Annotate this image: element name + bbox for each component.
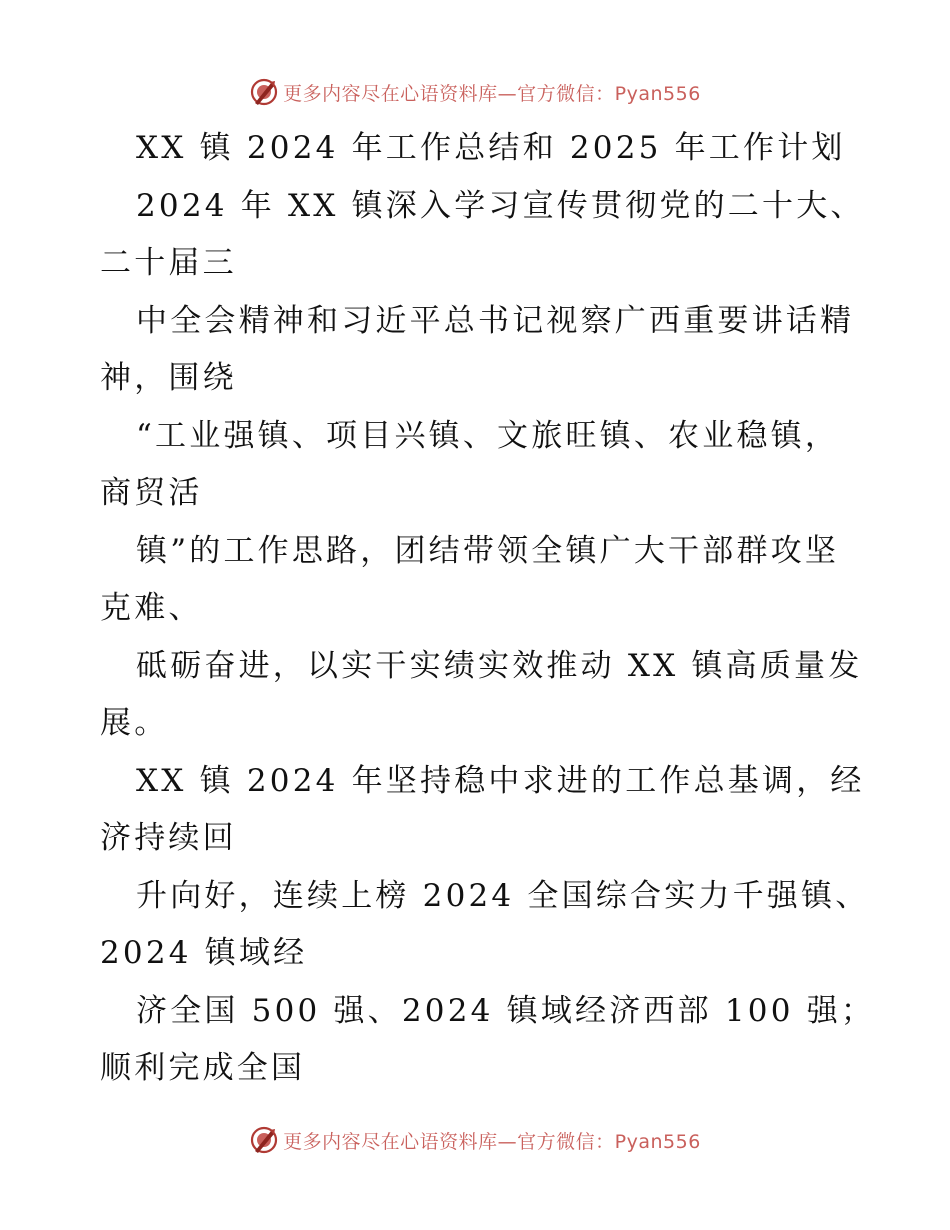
text-line: 升向好，连续上榜 2024 全国综合实力千强镇、: [136, 877, 870, 914]
text-line: 镇”的工作思路，团结带领全镇广大干部群攻坚: [136, 532, 840, 569]
text-line: 展。: [100, 705, 169, 741]
text-line: 2024 镇域经: [100, 935, 308, 971]
pen-logo-icon: [249, 1125, 279, 1155]
text-line: 神，围绕: [100, 360, 237, 396]
text-line: 二十届三: [100, 245, 237, 281]
footer-watermark: [0, 1120, 950, 1160]
text-line: 顺利完成全国: [100, 1050, 306, 1086]
watermark-text: 更多内容尽在心语资料库—官方微信：Pyan556: [283, 82, 701, 105]
text-line: 济持续回: [100, 820, 237, 856]
text-line: “工业强镇、项目兴镇、文旅旺镇、农业稳镇，: [136, 417, 840, 454]
text-line: XX 镇 2024 年坚持稳中求进的工作总基调，经: [136, 762, 865, 799]
document-body: [100, 120, 876, 1098]
text-line: 克难、: [100, 590, 203, 626]
watermark-text: 更多内容尽在心语资料库—官方微信：Pyan556: [283, 1130, 701, 1153]
text-line: 济全国 500 强、2024 镇域经济西部 100 强；: [136, 992, 876, 1029]
text-line: 砥砺奋进，以实干实绩实效推动 XX 镇高质量发: [136, 647, 863, 684]
text-line: 商贸活: [100, 475, 203, 511]
header-watermark: [0, 72, 950, 112]
text-line: 中全会精神和习近平总书记视察广西重要讲话精: [136, 302, 855, 339]
text-line: 2024 年 XX 镇深入学习宣传贯彻党的二十大、: [136, 187, 865, 224]
pen-logo-icon: [249, 77, 279, 107]
text-line: XX 镇 2024 年工作总结和 2025 年工作计划: [136, 130, 846, 166]
